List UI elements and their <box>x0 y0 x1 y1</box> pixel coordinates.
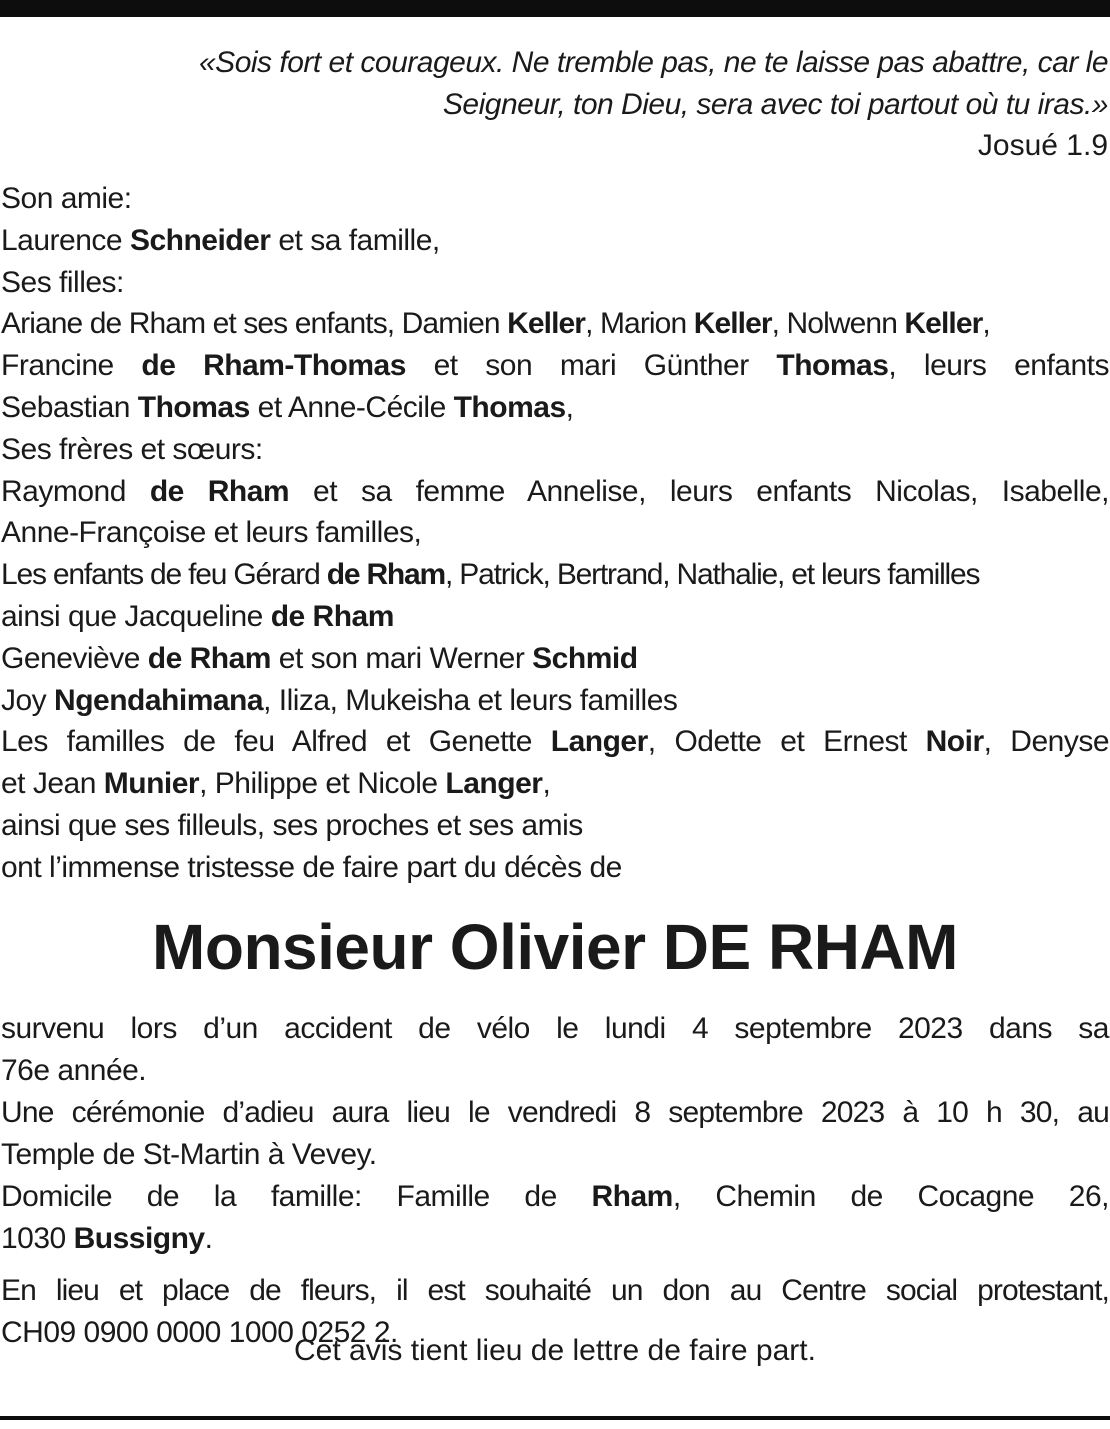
family-line: ainsi que Jacqueline de Rham <box>1 599 394 633</box>
family-line: ainsi que ses filleuls, ses proches et ses amis <box>1 808 583 842</box>
family-line: Laurence Schneider et sa famille, <box>1 223 440 257</box>
bible-quote <box>0 42 1108 126</box>
bottom-rule <box>0 1416 1110 1420</box>
detail-line: En lieu et place de fleurs, il est souhaité un don au Centre social protestant, <box>1 1274 1109 1307</box>
detail-line: CH09 0900 0000 1000 0252 2. <box>1 1316 398 1349</box>
quote-reference: Josué 1.9 <box>977 129 1108 162</box>
detail-line: 1030 Bussigny. <box>1 1222 213 1255</box>
family-line: Francine de Rham-Thomas et son mari Günther Thomas, leurs enfants <box>1 349 1109 383</box>
detail-line: 76e année. <box>1 1054 147 1087</box>
family-line: Ses filles: <box>1 265 124 299</box>
quote-line-1: «Sois fort et courageux. Ne tremble pas, ne te laisse pas abattre, car le <box>199 46 1108 79</box>
family-line: Ariane de Rham et ses enfants, Damien Keller, Marion Keller, Nolwenn Keller, <box>1 307 990 341</box>
detail-line: Temple de St-Martin à Vevey. <box>1 1138 377 1171</box>
closing-note: Cet avis tient lieu de lettre de faire part. <box>294 1334 816 1367</box>
family-line: Geneviève de Rham et son mari Werner Schmid <box>1 641 638 675</box>
details-block <box>1 1008 1109 1354</box>
top-rule <box>0 0 1110 17</box>
detail-line: Domicile de la famille: Famille de Rham, Chemin de Cocagne 26, <box>1 1180 1109 1213</box>
paragraph-gap <box>1 1260 1109 1270</box>
family-line: Joy Ngendahimana, Iliza, Mukeisha et leurs familles <box>1 683 678 717</box>
family-line: Anne-Françoise et leurs familles, <box>1 516 422 550</box>
family-line: Les enfants de feu Gérard de Rham, Patrick, Bertrand, Nathalie, et leurs familles <box>1 558 980 592</box>
family-line: ont l’immense tristesse de faire part du décès de <box>1 850 622 884</box>
quote-line-2: Seigneur, ton Dieu, sera avec toi partout où tu iras.» <box>442 88 1108 121</box>
family-line: Son amie: <box>1 182 132 215</box>
detail-line: survenu lors d’un accident de vélo le lundi 4 septembre 2023 dans sa <box>1 1012 1109 1045</box>
family-line: Sebastian Thomas et Anne-Cécile Thomas, <box>1 390 574 424</box>
deceased-name: Monsieur Olivier DE RHAM <box>152 911 958 983</box>
family-line: Raymond de Rham et sa femme Annelise, leurs enfants Nicolas, Isabelle, <box>1 474 1109 508</box>
family-line: Ses frères et sœurs: <box>1 432 263 466</box>
detail-line: Une cérémonie d’adieu aura lieu le vendredi 8 septembre 2023 à 10 h 30, au <box>1 1096 1109 1129</box>
family-line: et Jean Munier, Philippe et Nicole Langer, <box>1 767 551 801</box>
family-line: Les familles de feu Alfred et Genette Langer, Odette et Ernest Noir, Denyse <box>1 725 1110 759</box>
family-list <box>1 178 1109 889</box>
